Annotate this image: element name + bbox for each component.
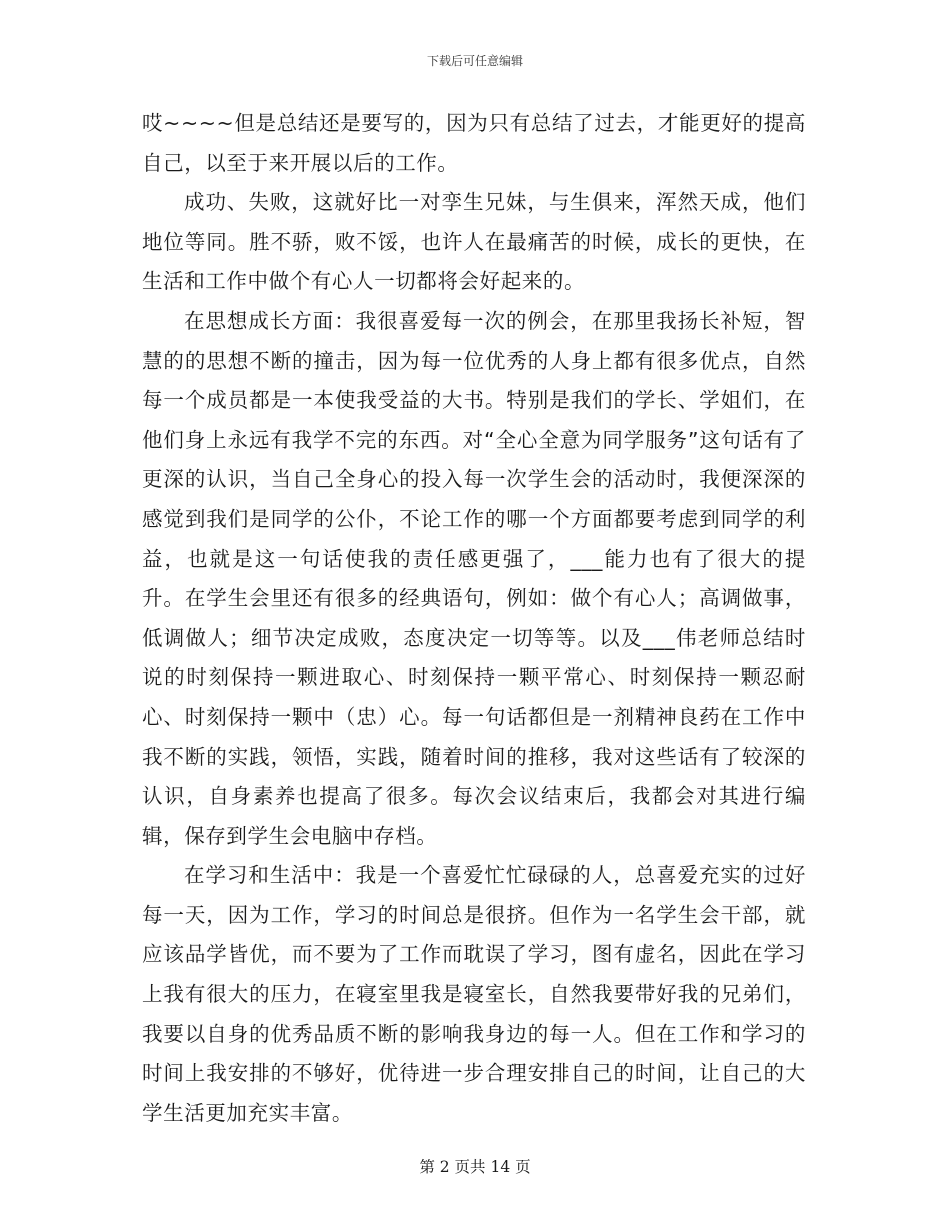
paragraph-4: 在学习和生活中：我是一个喜爱忙忙碌碌的人，总喜爱充实的过好每一天，因为工作，学习的时间总是很挤。但作为一名学生会干部，就应该品学皆优，而不要为了工作而耽误了学习，图有虚名，因此在学习上我有很大的压力，在寝室里我是寝室长，自然我要带好我的兄弟们，我要以自身的优秀品质不断的影响我身边的每一人。但在工作和学习的时间上我安排的不够好，优待进一步合理安排自己的时间，让自己的大学生活更加充实丰富。 bbox=[142, 863, 806, 1125]
page-number-footer: 第 2 页共 14 页 bbox=[419, 1158, 531, 1176]
document-body bbox=[142, 104, 806, 1133]
paragraph-3: 在思想成长方面：我很喜爱每一次的例会，在那里我扬长补短，智慧的的思想不断的撞击，因为每一位优秀的人身上都有很多优点，自然每一个成员都是一本使我受益的大书。特别是我们的学长、学姐们，在他们身上永远有我学不完的东西。对“全心全意为同学服务”这句话有了更深的认识，当自己全身心的投入每一次学生会的活动时，我便深深的感觉到我们是同学的公仆，不论工作的哪一个方面都要考虑到同学的利益，也就是这一句话使我的责任感更强了，___能力也有了很大的提升。在学生会里还有很多的经典语句，例如：做个有心人；高调做事，低调做人；细节决定成败，态度决定一切等等。以及___伟老师总结时说的时刻保持一颗进取心、时刻保持一颗平常心、时刻保持一颗忍耐心、时刻保持一颗中（忠）心。每一句话都但是一剂精神良药在工作中我不断的实践，领悟，实践，随着时间的推移，我对这些话有了较深的认识，自身素养也提高了很多。每次会议结束后，我都会对其进行编辑，保存到学生会电脑中存档。 bbox=[142, 308, 806, 848]
page-header: 下载后可任意编辑 bbox=[426, 54, 523, 68]
paragraph-1: 哎~~~~但是总结还是要写的，因为只有总结了过去，才能更好的提高自己，以至于来开展以后的工作。 bbox=[142, 111, 806, 175]
paragraph-2: 成功、失败，这就好比一对孪生兄妹，与生俱来，浑然天成，他们地位等同。胜不骄，败不馁，也许人在最痛苦的时候，成长的更快，在生活和工作中做个有心人一切都将会好起来的。 bbox=[142, 190, 806, 294]
